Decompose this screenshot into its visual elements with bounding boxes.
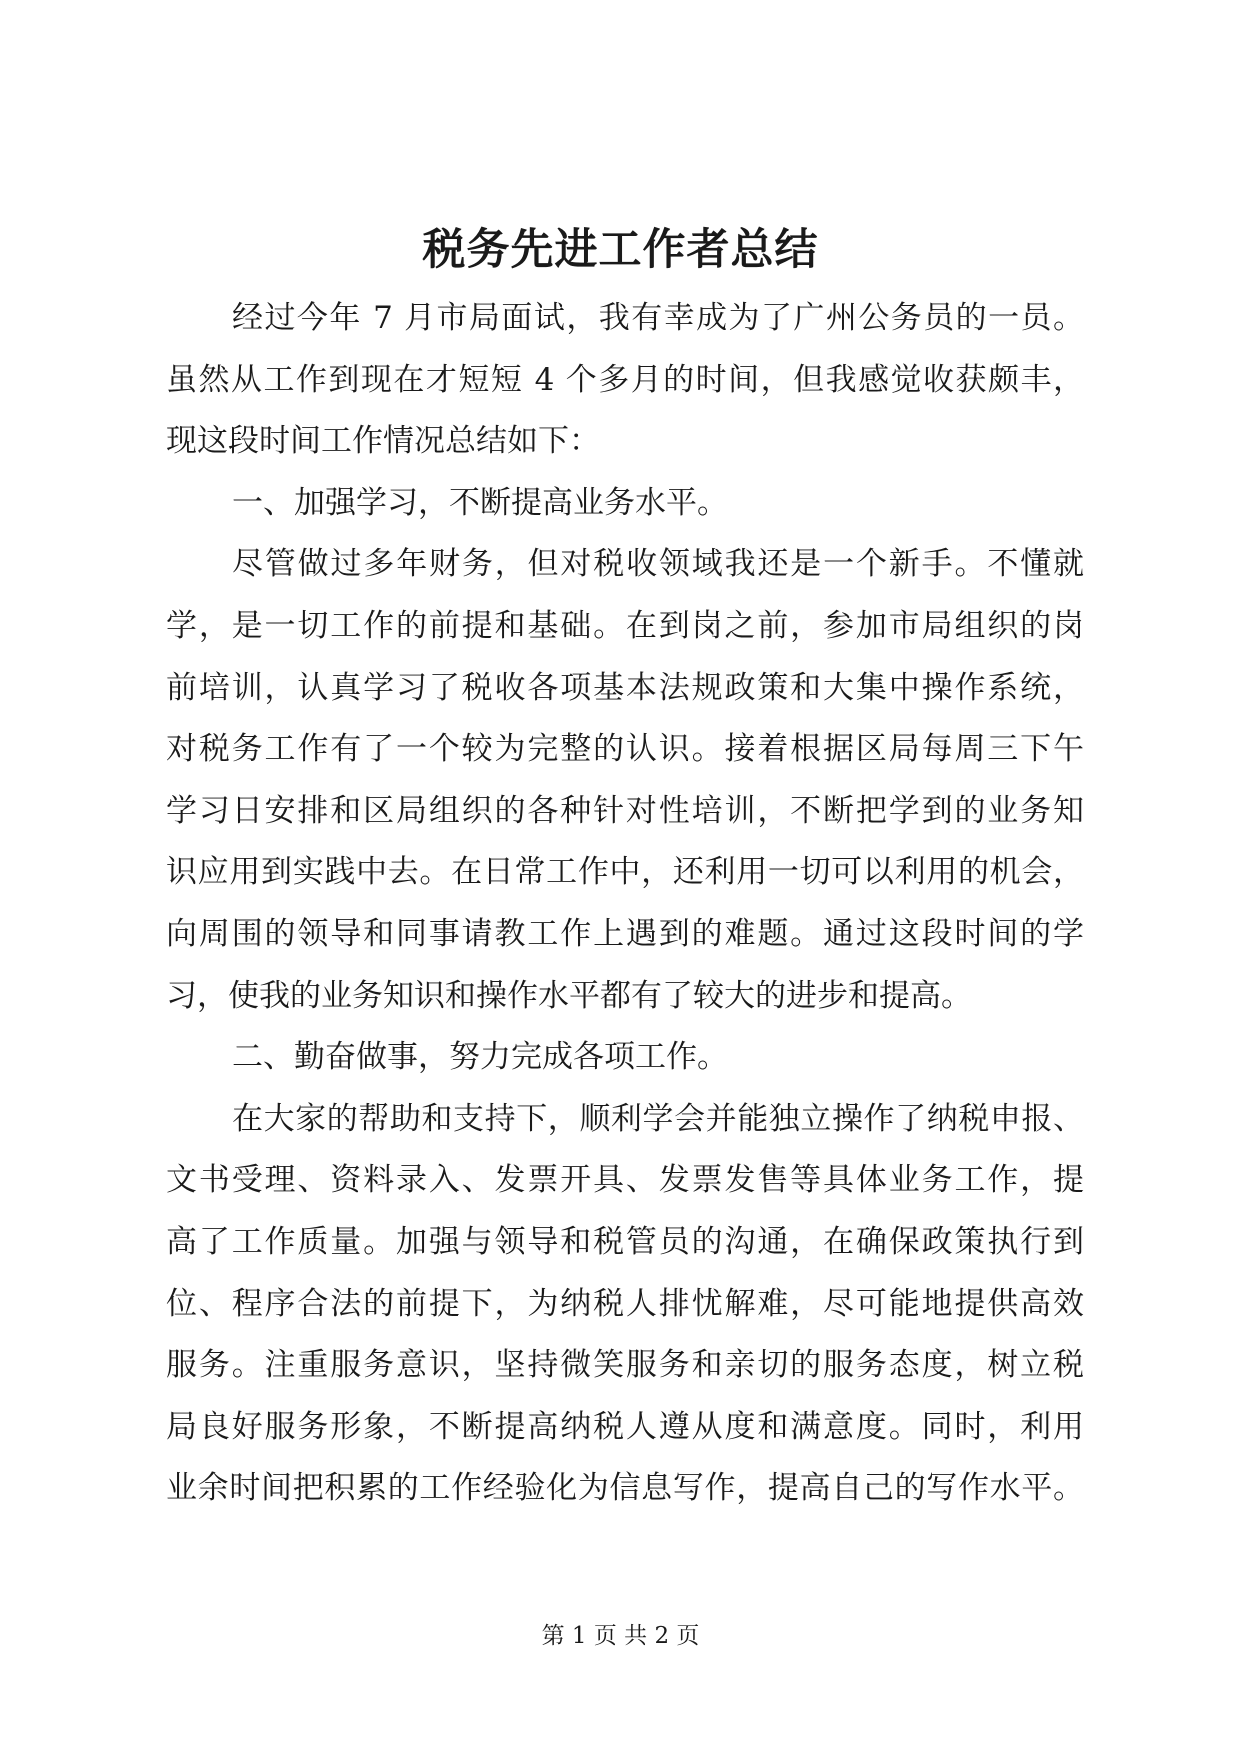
paragraph-line: 学，是一切工作的前提和基础。在到岗之前，参加市局组织的岗 [166,607,1084,644]
paragraph-line: 识应用到实践中去。在日常工作中，还利用一切可以利用的机会， [166,854,1084,891]
paragraph-line: 现这段时间工作情况总结如下： [166,423,600,460]
paragraph-line: 学习日安排和区局组织的各种针对性培训，不断把学到的业务知 [166,792,1084,829]
paragraph-line: 在大家的帮助和支持下，顺利学会并能独立操作了纳税申报、 [232,1100,1084,1137]
page-footer: 第 1 页 共 2 页 [541,1623,700,1649]
section-heading-1: 一、加强学习，不断提高业务水平。 [232,484,728,521]
paragraph-line: 业余时间把积累的工作经验化为信息写作，提高自己的写作水平。 [166,1470,1084,1507]
document-title: 税务先进工作者总结 [422,225,819,275]
paragraph-line: 前培训，认真学习了税收各项基本法规政策和大集中操作系统， [166,669,1084,706]
section-heading-2: 二、勤奋做事，努力完成各项工作。 [232,1039,728,1076]
paragraph-line: 对税务工作有了一个较为完整的认识。接着根据区局每周三下午 [166,731,1084,768]
paragraph-line: 尽管做过多年财务，但对税收领域我还是一个新手。不懂就 [232,546,1084,583]
paragraph-line: 服务。注重服务意识，坚持微笑服务和亲切的服务态度，树立税 [166,1347,1084,1384]
document-body [166,288,1084,1520]
paragraph-line: 位、程序合法的前提下，为纳税人排忧解难，尽可能地提供高效 [166,1285,1084,1322]
paragraph-line: 经过今年 7 月市局面试，我有幸成为了广州公务员的一员。 [232,300,1084,336]
paragraph-line: 文书受理、资料录入、发票开具、发票发售等具体业务工作，提 [166,1162,1084,1199]
paragraph-line: 习，使我的业务知识和操作水平都有了较大的进步和提高。 [166,977,972,1014]
paragraph-line: 虽然从工作到现在才短短 4 个多月的时间，但我感觉收获颇丰， [166,361,1084,398]
paragraph-line: 高了工作质量。加强与领导和税管员的沟通，在确保政策执行到 [166,1223,1084,1260]
paragraph-line: 向周围的领导和同事请教工作上遇到的难题。通过这段时间的学 [166,915,1084,952]
paragraph-line: 局良好服务形象，不断提高纳税人遵从度和满意度。同时，利用 [166,1408,1084,1445]
